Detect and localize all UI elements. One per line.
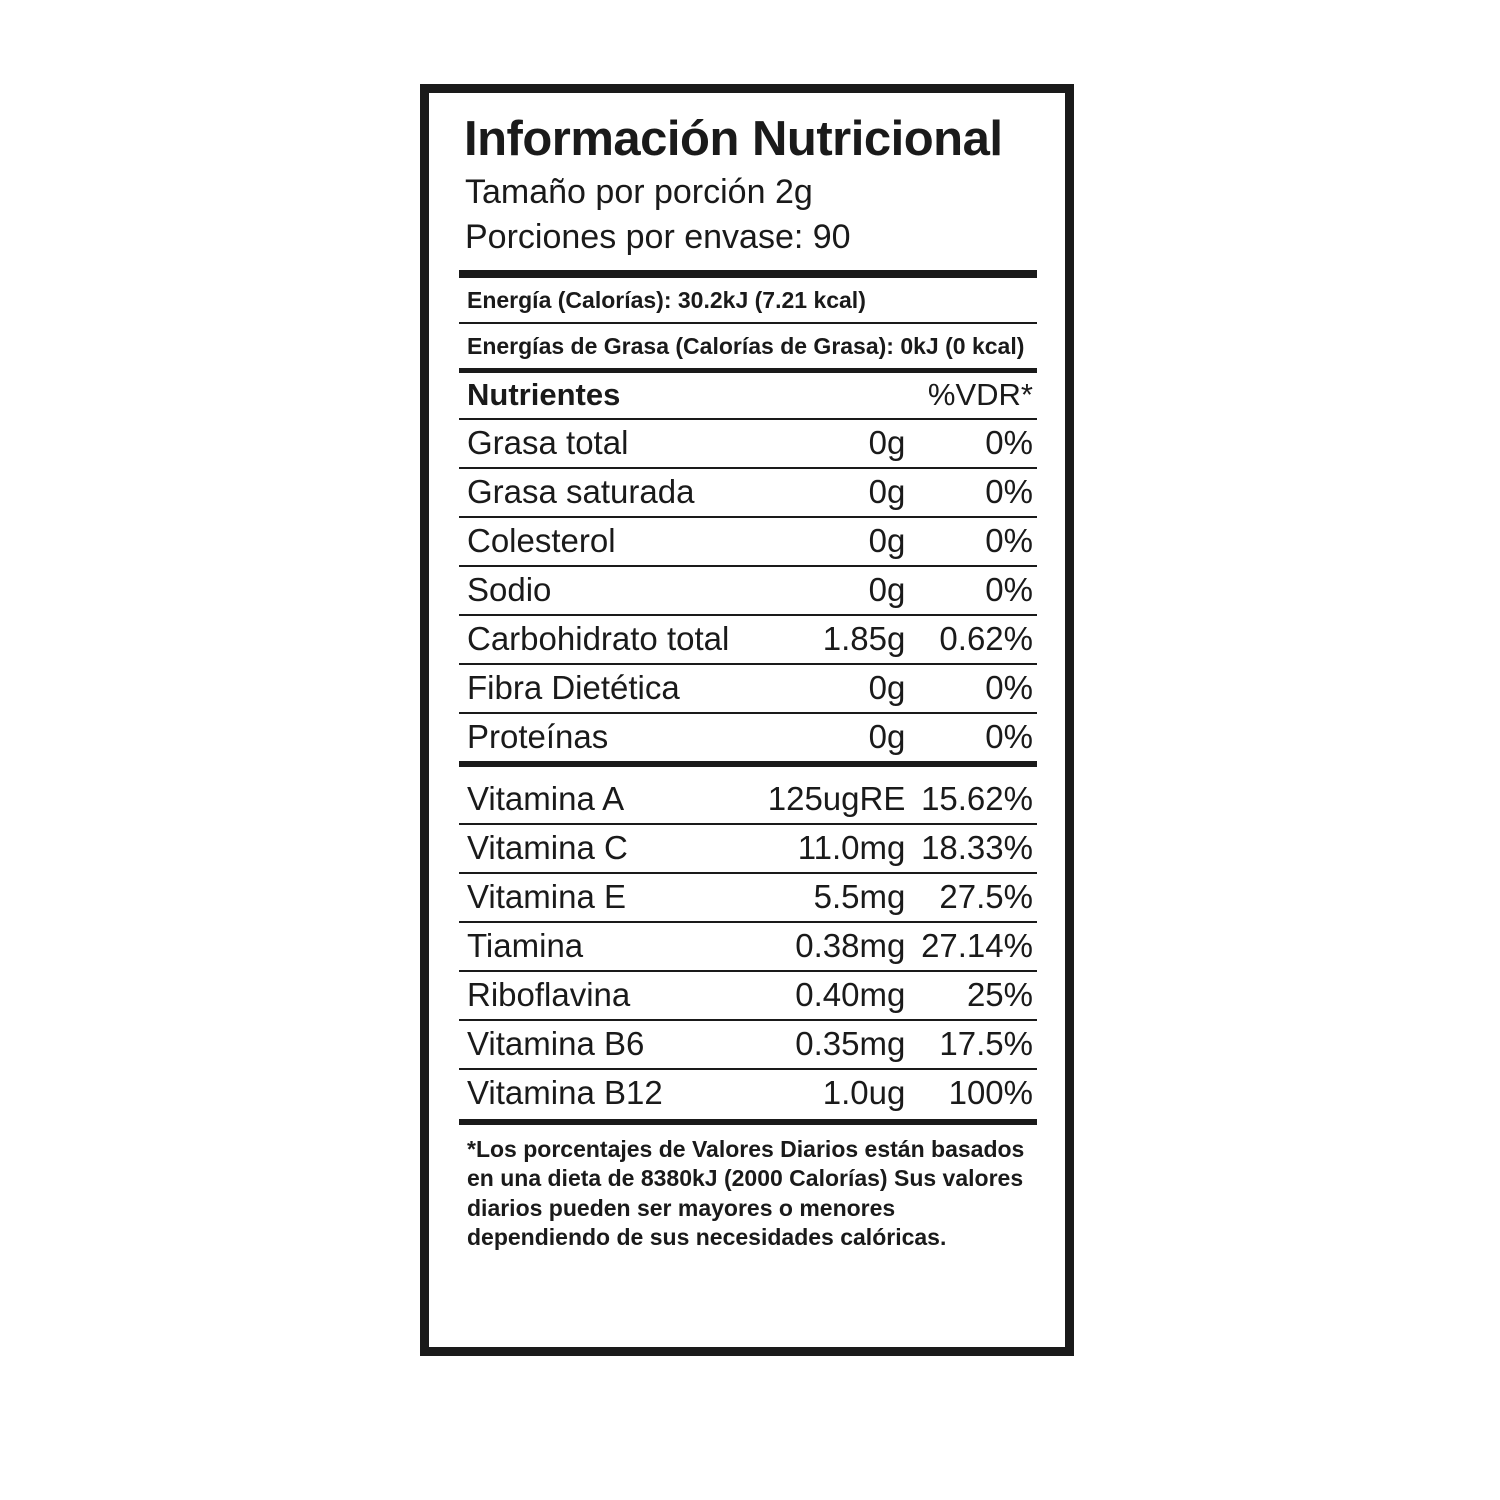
header-nutrients: Nutrientes	[467, 376, 621, 412]
nutrient-amount: 0.38mg	[759, 922, 909, 971]
nutrient-name: Vitamina A	[467, 779, 625, 817]
nutrient-dv: 0.62%	[909, 615, 1037, 664]
nutrient-amount: 0.40mg	[759, 971, 909, 1020]
table-row	[459, 419, 1037, 468]
nutrient-amount: 1.85g	[759, 615, 909, 664]
serving-size: Tamaño por porción 2g	[465, 172, 813, 211]
nutrient-dv: 0%	[909, 713, 1037, 764]
nutrient-amount: 0g	[759, 713, 909, 764]
table-row	[459, 468, 1037, 517]
table-row	[459, 1069, 1037, 1117]
nutrient-dv: 18.33%	[909, 824, 1037, 873]
table-row	[459, 824, 1037, 873]
nutrient-name: Grasa total	[459, 419, 759, 468]
nutrient-dv: 0%	[909, 517, 1037, 566]
divider-vitamins	[459, 764, 1037, 776]
nutrient-dv: 0%	[909, 566, 1037, 615]
nutrient-dv: 27.5%	[909, 873, 1037, 922]
nutrient-dv: 100%	[909, 1069, 1037, 1117]
table-row	[459, 776, 1037, 824]
nutrient-dv: 0%	[909, 468, 1037, 517]
table-row	[459, 922, 1037, 971]
nutrient-amount: 0g	[759, 468, 909, 517]
table-row	[459, 517, 1037, 566]
nutrient-name: Tiamina	[459, 922, 759, 971]
table-row	[459, 1020, 1037, 1069]
nutrient-dv: 15.62%	[921, 779, 1033, 817]
label-inner	[459, 113, 1037, 1335]
energy-row: Energía (Calorías): 30.2kJ (7.21 kcal)	[467, 286, 866, 313]
daily-value-footnote: *Los porcentajes de Valores Diarios están basados en una dieta de 8380kJ (2000 Calorías) Sus valores diarios pueden ser mayores o menores dependiendo de sus necesidades calóricas.	[467, 1135, 1025, 1250]
nutrient-name: Vitamina E	[459, 873, 759, 922]
table-row	[459, 615, 1037, 664]
energy-from-fat-row: Energías de Grasa (Calorías de Grasa): 0kJ (0 kcal)	[467, 332, 1025, 359]
header-amount-spacer	[759, 373, 909, 419]
table-row	[459, 713, 1037, 764]
nutrient-name: Colesterol	[459, 517, 759, 566]
table-header-row	[459, 373, 1037, 419]
nutrient-name: Riboflavina	[459, 971, 759, 1020]
nutrient-name: Proteínas	[459, 713, 759, 764]
header-daily-value: %VDR*	[927, 376, 1033, 412]
nutrient-name: Vitamina C	[459, 824, 759, 873]
nutrient-dv: 0%	[909, 419, 1037, 468]
nutrient-dv: 25%	[909, 971, 1037, 1020]
table-row	[459, 873, 1037, 922]
table-row	[459, 566, 1037, 615]
nutrient-name: Vitamina B12	[459, 1069, 759, 1117]
servings-per-container: Porciones por envase: 90	[465, 217, 851, 256]
nutrient-name: Vitamina B6	[459, 1020, 759, 1069]
nutrition-facts-label	[420, 84, 1074, 1356]
page-title: Información Nutricional	[464, 112, 1003, 166]
nutrients-table	[459, 373, 1037, 1117]
nutrient-name: Sodio	[459, 566, 759, 615]
nutrient-amount: 0g	[759, 517, 909, 566]
divider-thick-top	[459, 270, 1037, 278]
nutrient-amount: 0g	[759, 664, 909, 713]
nutrient-amount: 1.0ug	[759, 1069, 909, 1117]
table-row	[459, 971, 1037, 1020]
nutrient-amount: 5.5mg	[759, 873, 909, 922]
nutrient-name: Grasa saturada	[459, 468, 759, 517]
table-row	[459, 664, 1037, 713]
nutrient-amount: 11.0mg	[759, 824, 909, 873]
nutrient-dv: 27.14%	[909, 922, 1037, 971]
nutrient-amount: 125ugRE	[767, 779, 906, 817]
nutrient-amount: 0.35mg	[759, 1020, 909, 1069]
nutrient-dv: 0%	[909, 664, 1037, 713]
nutrient-amount: 0g	[759, 419, 909, 468]
nutrient-name: Fibra Dietética	[459, 664, 759, 713]
nutrient-amount: 0g	[759, 566, 909, 615]
nutrient-name: Carbohidrato total	[459, 615, 759, 664]
nutrient-dv: 17.5%	[909, 1020, 1037, 1069]
